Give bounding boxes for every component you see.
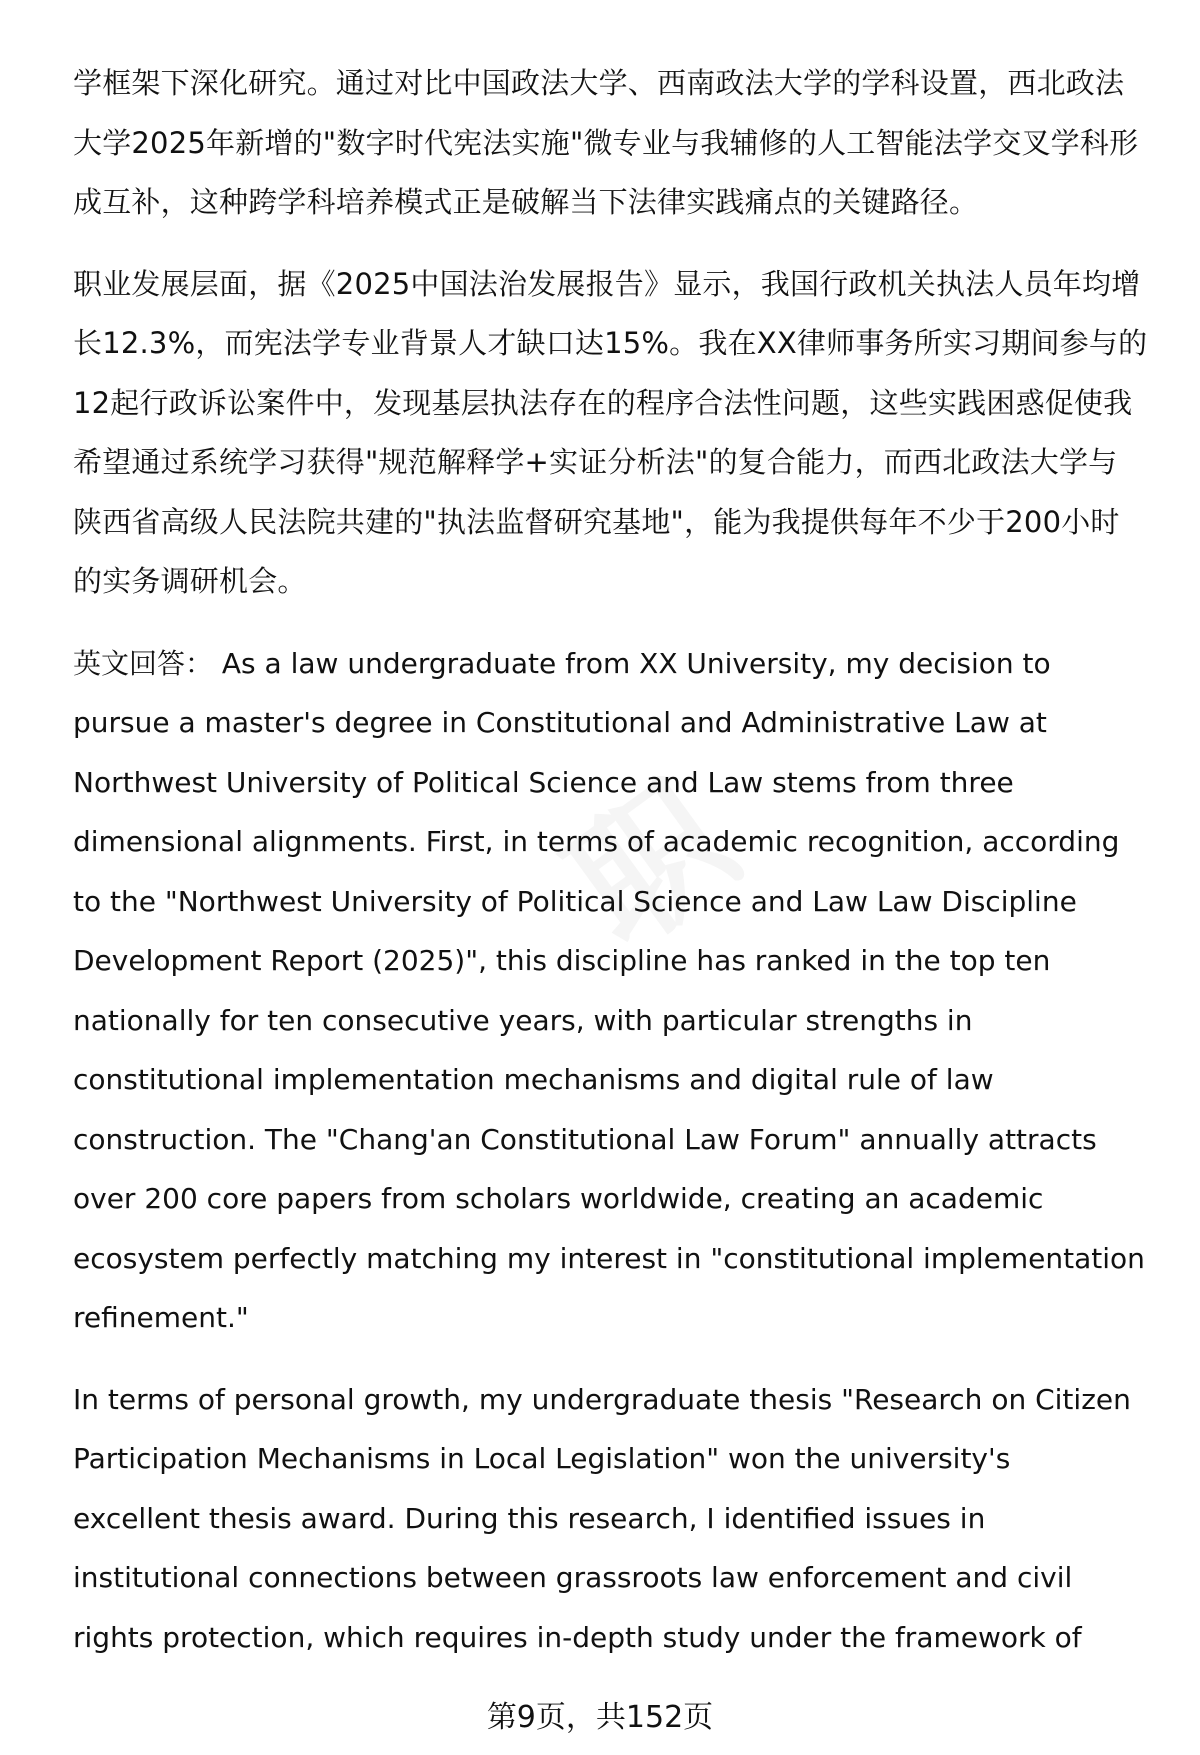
- text-line: refinement.": [73, 1301, 249, 1334]
- paragraph-3: [73, 634, 1150, 1348]
- text-line: ecosystem perfectly matching my interest in "constitutional implementation: [73, 1241, 1145, 1275]
- page-number-footer: 第9页，共152页: [486, 1700, 714, 1735]
- text-line: 12起行政诉讼案件中，发现基层执法存在的程序合法性问题，这些实践困惑促使我: [73, 385, 1133, 420]
- text-line: pursue a master's degree in Constitutional and Administrative Law at: [73, 706, 1047, 739]
- text-line: 大学2025年新增的"数字时代宪法实施"微专业与我辅修的人工智能法学交叉学科形: [73, 125, 1139, 160]
- paragraph-1: [73, 54, 1150, 233]
- paragraph-4: [73, 1370, 1150, 1668]
- text-line: to the "Northwest University of Political Science and Law Law Discipline: [73, 884, 1077, 918]
- text-line: rights protection, which requires in-depth study under the framework of: [73, 1620, 1082, 1654]
- text-line: excellent thesis award. During this research, I identified issues in: [73, 1501, 986, 1535]
- text-line: Northwest University of Political Science and Law stems from three: [73, 765, 1014, 799]
- text-line: nationally for ten consecutive years, with particular strengths in: [73, 1003, 973, 1037]
- text-line: 英文回答： As a law undergraduate from XX University, my decision to: [73, 646, 1051, 680]
- text-line: 成互补，这种跨学科培养模式正是破解当下法律实践痛点的关键路径。: [73, 185, 979, 219]
- text-line: over 200 core papers from scholars worldwide, creating an academic: [73, 1182, 1044, 1215]
- text-line: Development Report (2025)", this discipline has ranked in the top ten: [73, 944, 1051, 977]
- text-line: constitutional implementation mechanisms and digital rule of law: [73, 1063, 994, 1096]
- text-line: 的实务调研机会。: [73, 564, 307, 598]
- text-line: construction. The "Chang'an Constitutional Law Forum" annually attracts: [73, 1122, 1097, 1156]
- text-line: 职业发展层面，据《2025中国法治发展报告》显示，我国行政机关执法人员年均增: [73, 266, 1141, 301]
- text-line: 陕西省高级人民法院共建的"执法监督研究基地"，能为我提供每年不少于200小时: [73, 504, 1120, 539]
- paragraph-2: [73, 255, 1150, 612]
- text-line: 学框架下深化研究。通过对比中国政法大学、西南政法大学的学科设置，西北政法: [73, 66, 1125, 100]
- text-line: 希望通过系统学习获得"规范解释学+实证分析法"的复合能力，而西北政法大学与: [73, 445, 1118, 479]
- text-line: In terms of personal growth, my undergraduate thesis "Research on Citizen: [73, 1382, 1131, 1416]
- text-line: Participation Mechanisms in Local Legislation" won the university's: [73, 1442, 1011, 1475]
- text-line: dimensional alignments. First, in terms of academic recognition, according: [73, 825, 1120, 858]
- text-line: 长12.3%，而宪法学专业背景人才缺口达15%。我在XX律师事务所实习期间参与的: [73, 326, 1148, 360]
- text-line: institutional connections between grassroots law enforcement and civil: [73, 1561, 1073, 1594]
